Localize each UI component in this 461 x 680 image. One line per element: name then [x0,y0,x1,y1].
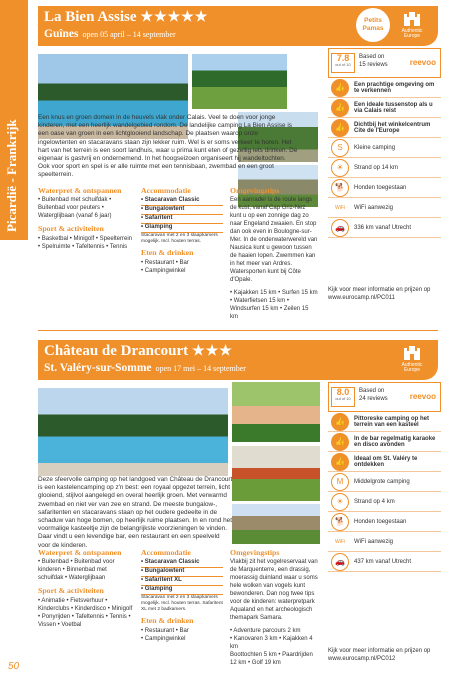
feature-text: Pittoreske camping op het terrein van een kasteel [354,415,430,428]
feature-item [328,412,441,432]
accommodation-column [141,545,223,643]
dog-icon: 🐕 [331,513,349,531]
feature-text: Dichtbij het winkelcentrum Cite de l'Europe [354,121,431,134]
star-rating: ★★★ [192,344,233,359]
petits-pamas-badge: Petits Pamas [356,8,390,42]
surroundings-heading: Omgevingstips [230,186,280,195]
more-info-link[interactable]: Kijk voor meer informatie en prijzen op www.eurocamp.nl/PC011 [328,287,431,301]
feature-item [328,552,441,572]
camp-open-dates: open 17 mei – 14 september [155,364,246,373]
feature-item [328,178,441,198]
review-count: Based on 15 reviews [359,54,388,68]
sport-heading: Sport & activiteiten [38,586,104,596]
feature-item [328,118,441,138]
surroundings-text: Een aanrader is de route langs de kust, vanaf Cap Griz-Nez kunt u op een zonnige dag zo naar Engeland zwaaien. En stop dan ook even in Boulogne-sur-Mer. In de onderwaterwereld van Nausica kunt u gewoon tussen de haaien lopen. Zwemmen kan in het meer van Ardres. Watersporten kunt bij Côte d'Opale. [230,197,318,284]
reevoo-rating [328,48,441,78]
feature-item [328,472,441,492]
accommodation-heading: Accommodatie [141,186,191,195]
accommodation-column [141,183,223,276]
authentic-europe-logo: Authentic Europe [396,342,428,376]
feature-list [328,412,441,572]
distances-list: • Kajakken 15 km • Surfen 15 km • Waterfietsen 15 km • Windsurfen 15 km • Zeilen 15 km [230,290,318,320]
feature-item [328,158,441,178]
campsite-photo [192,54,287,109]
feature-text: Strand op 14 km [354,164,399,171]
accommodation-item: • Glamping [141,586,223,595]
amenities-column [38,183,133,252]
camp-description: Deze sfeervolle camping op het landgoed van Château de Drancourt is een kastelencamping op z'n best: een royaal opgezet terrein, licht glooiend, stijlvol aangelegd en overal heerlijk groen. Met verwarmd zwembad en niet ver van zee en strand. De meeste bungalow-, safaritenten en stacaravans staan op het oudere gedeelte in de schaduw van hoge bomen, op heerlijk ruime plaatsen. In en rond het voormalige kasteeltje zijn de belangrijkste voorzieningen te vinden. Daar vindt u een levendige bar, een restaurant en een speelveld voor de kinderen. [38,476,233,549]
amenities-column [38,545,133,630]
accommodation-item: • Safaritent XL [141,577,223,586]
feature-text: WiFi aanwezig [354,538,394,545]
feature-text: 437 km vanaf Utrecht [354,558,412,565]
surroundings-text: Vlakbij zit het vogelreservaat van de Marquenterre, een drassig, moerassig duinland waar u soms hele wolken van vogels kunt bewonderen. Dan nog twee tips voor de kinderen: waterpretpark Aqualand en het archeologisch themapark Samara. [230,559,318,622]
camp-header [38,6,438,46]
beach-icon: ☀ [331,159,349,177]
car-icon: 🚗 [331,553,349,571]
feature-text: Strand op 4 km [354,498,395,505]
camp-description: Een knus en groen domein in de heuvels vlak onder Calais. Veel te doen voor jonge kinderen, met een heerlijk wandelgebied rondom. De landelijke camping La Bien Assise is een oase van groen in een lichtglooiend landschap. De plaatsen waarop onze ingelowtenten en stacaravans staan zijn lekker ruim. Wel is er soms verkeer te horen. Het hart van het terrein is een soort landhuis, waar u prima kunt eten of gezellig iets drinken. De eigenaar is gastvrij en ondernemend. In het hoogseizoen organiseert hij wandeltochten. Ook voor sport en spel is er alle ruimte met een tennisbaan, zwembad en een groot speelterrein. [38,114,298,179]
food-list: • Restaurant • Bar • Campingwinkel [141,259,189,274]
feature-item [328,432,441,452]
reevoo-rating [328,382,441,412]
water-heading: Waterpret & ontspannen [38,548,122,557]
feature-item [328,218,441,238]
feature-text: 336 km vanaf Utrecht [354,224,412,231]
feature-list [328,78,441,238]
pool-photo [38,388,228,476]
water-list: • Buitenbad met schuifdak • Buitenbad voor peuters • Waterglijbaan (vanaf 6 jaar) [38,197,112,220]
surroundings-column [230,545,318,668]
accommodation-item: • Stacaravan Classic [141,559,223,568]
region-tab [0,0,28,240]
chateau-photo [232,504,320,544]
rating-score: 8.0 out of 10 [331,387,355,407]
camp-facts [328,48,441,238]
camp-location: Guînes [44,28,79,40]
feature-item [328,78,441,98]
thumb-icon: 👍 [331,119,349,137]
camp-header [38,340,438,380]
feature-item [328,492,441,512]
feature-text: Ideaal om St. Valéry te ontdekken [354,455,418,468]
accommodation-item: • Stacaravan Classic [141,197,223,206]
car-icon: 🚗 [331,219,349,237]
feature-text: In de bar regelmatig karaoke en disco avonden [354,435,436,448]
divider [38,330,438,331]
family-photo [232,382,320,442]
accommodation-item: • Safaritent [141,215,223,224]
water-heading: Waterpret & ontspannen [38,186,122,195]
sport-list: • Basketbal • Minigolf • Speelterrein • Spelruimte • Tafeltennis • Tennis [38,235,133,250]
accommodation-note: Stacaravan met 2 en 3 slaapkamers mogelijk. Incl. houten terras. [141,233,218,245]
feature-text: Een ideale tussenstop als u via Calais reist [354,101,433,114]
food-heading: Eten & drinken [141,616,194,626]
camp-la-bien-assise [38,6,438,326]
page-number: 50 [8,661,20,672]
surroundings-heading: Omgevingstips [230,548,280,557]
sport-heading: Sport & activiteiten [38,224,104,234]
feature-item [328,198,441,218]
reevoo-logo: reevoo [409,392,436,401]
feature-text: Honden toegestaan [354,184,407,191]
camp-open-dates: open 05 april – 14 september [82,30,176,39]
feature-item [328,532,441,552]
distances-list: • Adventure parcours 2 km • Kanovaren 3 km • Kajakken 4 km Boottochten 5 km • Paardrijden 12 km • Golf 19 km [230,628,313,666]
castle-icon [402,342,422,360]
castle-icon [402,8,422,26]
thumb-icon: 👍 [331,99,349,117]
reevoo-logo: reevoo [409,58,436,67]
feature-text: Middelgrote camping [354,478,410,485]
more-info-link[interactable]: Kijk voor meer informatie en prijzen op www.eurocamp.nl/PC012 [328,648,431,662]
feature-item [328,98,441,118]
star-rating: ★★★★★ [140,10,209,25]
water-list: • Buitenbad • Buitenbad voor kinderen • Binnenbad met schuifdak • Waterglijbaan [38,559,115,582]
dog-icon: 🐕 [331,179,349,197]
thumb-icon: 👍 [331,413,349,431]
camp-name: Château de Drancourt [44,343,189,359]
feature-text: WiFi aanwezig [354,204,394,211]
region-label: Picardië - Frankrijk [4,119,19,232]
feature-item [328,138,441,158]
camp-name: La Bien Assise [44,9,137,25]
beach-icon: ☀ [331,493,349,511]
camp-facts [328,382,441,572]
accommodation-heading: Accommodatie [141,548,191,557]
surroundings-column [230,183,318,322]
sport-list: • Animatie • Fietsverhuur • Kinderclubs • Kinderdisco • Minigolf • Ponyrijden • Tafeltennis • Tennis • Vissen • Voetbal [38,597,133,628]
camp-location: St. Valéry-sur-Somme [44,362,152,374]
accommodation-item: • Bungalowtent [141,206,223,215]
food-heading: Eten & drinken [141,248,194,258]
feature-text: Een prachtige omgeving om te verkennen [354,81,435,94]
review-count: Based on 24 reviews [359,388,388,402]
thumb-icon: 👍 [331,79,349,97]
playground-photo [232,446,320,501]
feature-text: Honden toegestaan [354,518,407,525]
accommodation-item: • Bungalowtent [141,568,223,577]
accommodation-item: • Glamping [141,224,223,233]
accommodation-note: Stacaravan met 2 en 3 slaapkamers mogelijk. Incl. houten terras. Safaritent XL met 2 badkamers. [141,595,223,613]
wifi-icon: WiFi [331,533,349,551]
size-s-icon: S [331,139,349,157]
feature-item [328,452,441,472]
camp-chateau-de-drancourt [38,340,438,670]
feature-text: Kleine camping [354,144,396,151]
rating-score: 7.8 out of 10 [331,53,355,73]
thumb-icon: 👍 [331,453,349,471]
authentic-europe-logo: Authentic Europe [396,8,428,42]
feature-item [328,512,441,532]
wifi-icon: WiFi [331,199,349,217]
thumb-icon: 👍 [331,433,349,451]
food-list: • Restaurant • Bar • Campingwinkel [141,627,189,642]
size-m-icon: M [331,473,349,491]
